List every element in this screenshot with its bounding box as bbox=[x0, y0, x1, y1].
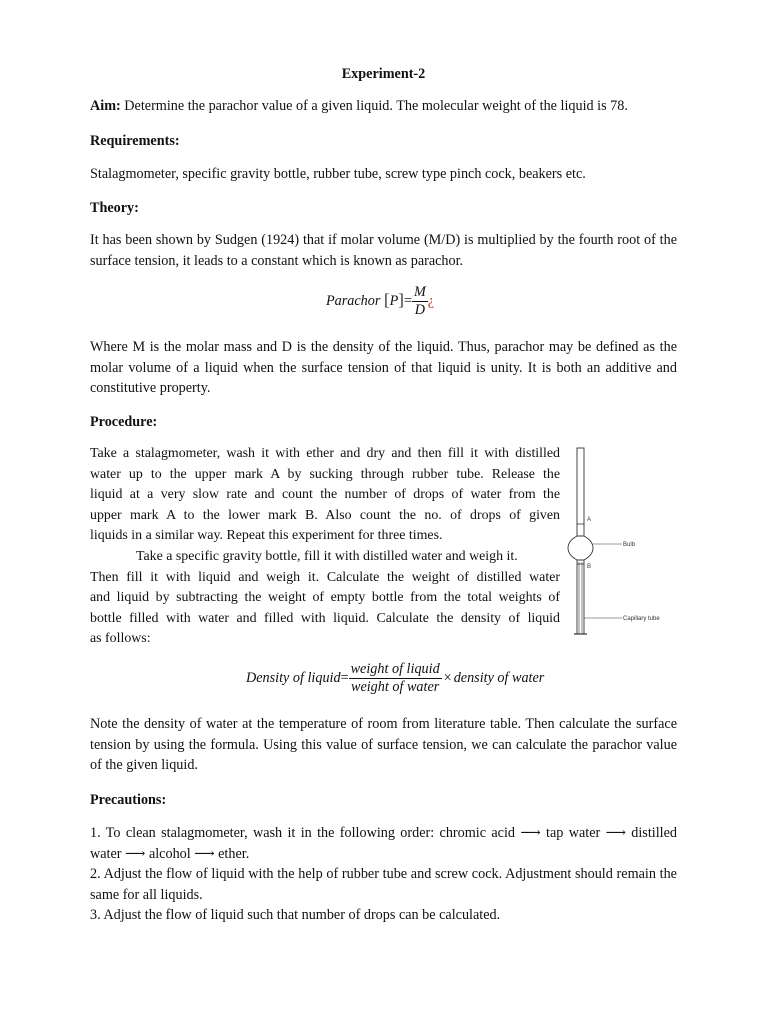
density-equation bbox=[246, 661, 544, 696]
procedure-line: liquid at a very slow rate and count the number of drops of water from the bbox=[90, 487, 560, 502]
bracket-close: ] bbox=[398, 289, 404, 309]
stalagmometer-diagram bbox=[560, 444, 680, 644]
equals-sign: = bbox=[403, 292, 412, 309]
density-rhs: density of water bbox=[453, 669, 545, 686]
requirements-heading-text: Requirements: bbox=[90, 133, 180, 149]
fraction-numerator: M bbox=[413, 284, 426, 300]
bulb-shape bbox=[568, 536, 593, 560]
fraction-denominator: D bbox=[414, 302, 425, 318]
procedure-line: and liquid by subtracting the weight of empty bottle from the total weights of bbox=[90, 590, 560, 605]
theory-heading-text: Theory: bbox=[90, 200, 139, 216]
upper-tube bbox=[577, 448, 584, 536]
page-title: Experiment-2 bbox=[341, 66, 426, 82]
lower-tube bbox=[577, 560, 584, 634]
theory-text: It has been shown by Sudgen (1924) that if molar volume (M/D) is multiplied by the fourth root of the surface tension, it leads to a constant which is known as parachor. bbox=[90, 232, 677, 269]
precautions-heading-text: Precautions: bbox=[90, 792, 167, 808]
parachor-lhs: Parachor bbox=[326, 292, 381, 309]
procedure-line: as follows: bbox=[90, 631, 151, 646]
aim-paragraph bbox=[90, 96, 677, 117]
times-sign: × bbox=[443, 669, 452, 686]
inverted-question-mark: ¿ bbox=[427, 292, 435, 309]
procedure-heading-text: Procedure: bbox=[90, 414, 158, 430]
requirements-heading bbox=[90, 131, 180, 152]
precaution-item: 1. To clean stalagmometer, wash it in the following order: chromic acid ⟶ tap water ⟶ distilled water ⟶ alcohol ⟶ ether. bbox=[90, 825, 677, 862]
label-a: A bbox=[587, 517, 592, 523]
procedure-note: Note the density of water at the temperature of room from literature table. Then calculate the surface tension by using the formula. Using this value of surface tension, we can calculate the parachor value of the given liquid. bbox=[90, 716, 677, 773]
procedure-line: Take a stalagmometer, wash it with ether and dry and then fill it with distilled bbox=[90, 446, 560, 461]
parachor-equation bbox=[326, 284, 434, 319]
procedure-paragraph-1 bbox=[90, 444, 560, 547]
fraction-denominator: weight of water bbox=[350, 679, 440, 695]
fraction-numerator: weight of liquid bbox=[350, 661, 440, 677]
precaution-item: 3. Adjust the flow of liquid such that number of drops can be calculated. bbox=[90, 907, 501, 923]
precautions-list bbox=[90, 823, 677, 926]
procedure-line: upper mark A to the lower mark B. Also count the no. of drops of given bbox=[90, 507, 560, 523]
precautions-heading bbox=[90, 790, 166, 811]
requirements-text: Stalagmometer, specific gravity bottle, rubber tube, screw type pinch cock, beakers etc. bbox=[90, 166, 586, 182]
procedure-line: water up to the upper mark A by sucking through rubber tube. Release the bbox=[90, 466, 560, 482]
label-b: B bbox=[587, 564, 592, 570]
theory-heading bbox=[90, 198, 139, 219]
bracket-open: [ bbox=[383, 289, 390, 309]
procedure-line: liquids in a similar way. Repeat this experiment for three times. bbox=[90, 528, 443, 543]
procedure-line: bottle filled with water and filled with liquid. Calculate the density of liquid bbox=[90, 610, 560, 626]
molar-volume-fraction bbox=[412, 284, 428, 319]
procedure-line: Then fill it with liquid and weigh it. Calculate the weight of distilled water bbox=[90, 569, 560, 585]
procedure-heading bbox=[90, 412, 157, 433]
label-capillary: Capillary tube bbox=[623, 616, 660, 622]
density-lhs: Density of liquid bbox=[246, 669, 341, 686]
aim-text: Determine the parachor value of a given liquid. The molecular weight of the liquid is 78. bbox=[120, 98, 628, 114]
equals-sign: = bbox=[340, 669, 349, 686]
aim-label: Aim: bbox=[90, 98, 121, 114]
weight-ratio-fraction bbox=[349, 661, 442, 696]
procedure-line: Take a specific gravity bottle, fill it with distilled water and weigh it. bbox=[136, 549, 518, 564]
theory-explanation: Where M is the molar mass and D is the density of the liquid. Thus, parachor may be defined as the molar volume of a liquid when the surface tension of that liquid is unity. It is both an additive and constitutive property. bbox=[90, 339, 677, 396]
procedure-paragraph-2 bbox=[90, 547, 560, 650]
parachor-symbol: P bbox=[389, 292, 399, 309]
precaution-item: 2. Adjust the flow of liquid with the help of rubber tube and screw cock. Adjustment should remain the same for all liquids. bbox=[90, 866, 677, 903]
label-bulb: Bulb bbox=[623, 542, 636, 548]
